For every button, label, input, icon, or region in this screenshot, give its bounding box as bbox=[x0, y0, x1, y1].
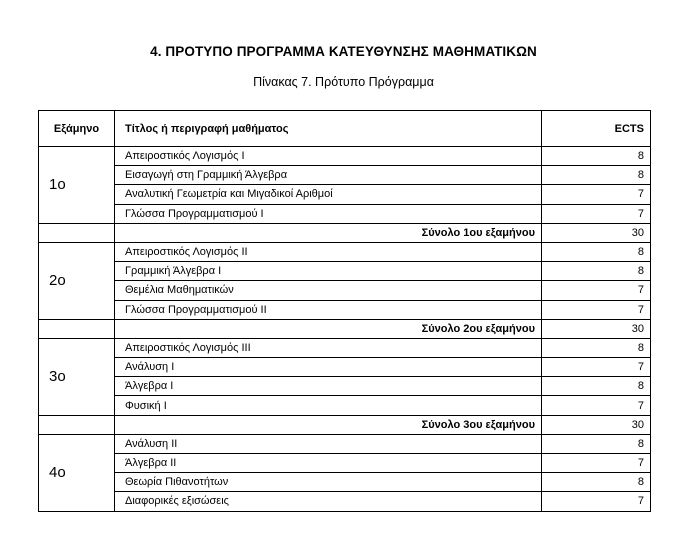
semester-total-label: Σύνολο 3ου εξαμήνου bbox=[115, 415, 542, 434]
course-ects: 8 bbox=[542, 242, 651, 261]
course-ects: 7 bbox=[542, 281, 651, 300]
course-ects: 8 bbox=[542, 338, 651, 357]
semester-total-value: 30 bbox=[542, 415, 651, 434]
course-ects: 7 bbox=[542, 185, 651, 204]
table-row bbox=[39, 454, 651, 473]
course-title: Διαφορικές εξισώσεις bbox=[115, 492, 542, 511]
table-row bbox=[39, 300, 651, 319]
table-caption: Πίνακας 7. Πρότυπο Πρόγραμμα bbox=[253, 75, 434, 89]
semester-total-label: Σύνολο 1ου εξαμήνου bbox=[115, 223, 542, 242]
course-title: Απειροστικός Λογισμός ΙΙΙ bbox=[115, 338, 542, 357]
course-title: Απειροστικός Λογισμός ΙΙ bbox=[115, 242, 542, 261]
table-row bbox=[39, 434, 651, 453]
semester-total-row bbox=[39, 415, 651, 434]
semester-label: 2ο bbox=[39, 242, 115, 319]
course-ects: 8 bbox=[542, 262, 651, 281]
section-heading: 4. ΠΡΟΤΥΠΟ ΠΡΟΓΡΑΜΜΑ ΚΑΤΕΥΘΥΝΣΗΣ ΜΑΘΗΜΑΤΙΚΩΝ bbox=[150, 44, 537, 59]
course-title: Ανάλυση Ι bbox=[115, 358, 542, 377]
table-header-row bbox=[39, 111, 651, 147]
table-row bbox=[39, 242, 651, 261]
table-row bbox=[39, 204, 651, 223]
course-ects: 7 bbox=[542, 454, 651, 473]
course-title: Γλώσσα Προγραμματισμού Ι bbox=[115, 204, 542, 223]
course-title: Απειροστικός Λογισμός Ι bbox=[115, 147, 542, 166]
table-row bbox=[39, 358, 651, 377]
course-title: Άλγεβρα ΙΙ bbox=[115, 454, 542, 473]
course-ects: 7 bbox=[542, 396, 651, 415]
table-row bbox=[39, 262, 651, 281]
semester-label: 3ο bbox=[39, 338, 115, 415]
semester-total-value: 30 bbox=[542, 223, 651, 242]
table-row bbox=[39, 147, 651, 166]
course-ects: 8 bbox=[542, 434, 651, 453]
semester-total-row bbox=[39, 319, 651, 338]
course-title: Ανάλυση ΙΙ bbox=[115, 434, 542, 453]
course-ects: 7 bbox=[542, 492, 651, 511]
course-title: Θεωρία Πιθανοτήτων bbox=[115, 473, 542, 492]
table-row bbox=[39, 492, 651, 511]
course-title: Φυσική Ι bbox=[115, 396, 542, 415]
course-ects: 8 bbox=[542, 147, 651, 166]
course-title: Άλγεβρα Ι bbox=[115, 377, 542, 396]
course-ects: 8 bbox=[542, 166, 651, 185]
course-title: Θεμέλια Μαθηματικών bbox=[115, 281, 542, 300]
course-title: Εισαγωγή στη Γραμμική Άλγεβρα bbox=[115, 166, 542, 185]
semester-label: 4ο bbox=[39, 434, 115, 511]
course-ects: 7 bbox=[542, 300, 651, 319]
header-course-title: Τίτλος ή περιγραφή μαθήματος bbox=[115, 111, 542, 147]
table-body bbox=[39, 147, 651, 512]
semester-total-row bbox=[39, 223, 651, 242]
table-row bbox=[39, 473, 651, 492]
total-spacer bbox=[39, 223, 115, 242]
total-spacer bbox=[39, 319, 115, 338]
course-ects: 7 bbox=[542, 358, 651, 377]
course-title: Αναλυτική Γεωμετρία και Μιγαδικοί Αριθμοί bbox=[115, 185, 542, 204]
table-row bbox=[39, 281, 651, 300]
header-ects: ECTS bbox=[542, 111, 651, 147]
course-ects: 8 bbox=[542, 377, 651, 396]
course-ects: 8 bbox=[542, 473, 651, 492]
table-row bbox=[39, 396, 651, 415]
total-spacer bbox=[39, 415, 115, 434]
semester-total-value: 30 bbox=[542, 319, 651, 338]
header-semester: Εξάμηνο bbox=[39, 111, 115, 147]
table-row bbox=[39, 377, 651, 396]
semester-label: 1ο bbox=[39, 147, 115, 224]
course-title: Γραμμική Άλγεβρα Ι bbox=[115, 262, 542, 281]
table-row bbox=[39, 338, 651, 357]
curriculum-table bbox=[38, 110, 651, 512]
semester-total-label: Σύνολο 2ου εξαμήνου bbox=[115, 319, 542, 338]
table-row bbox=[39, 185, 651, 204]
table-row bbox=[39, 166, 651, 185]
course-ects: 7 bbox=[542, 204, 651, 223]
course-title: Γλώσσα Προγραμματισμού ΙΙ bbox=[115, 300, 542, 319]
